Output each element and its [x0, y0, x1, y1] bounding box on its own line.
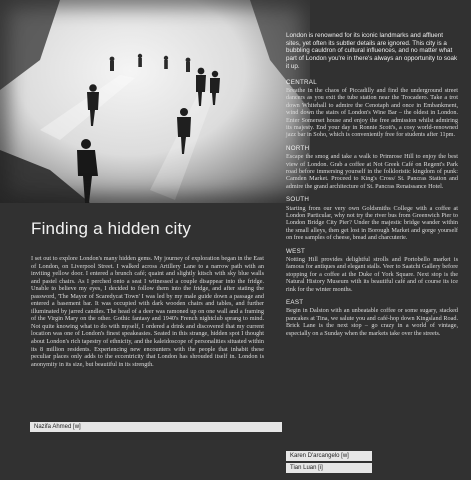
section-heading: WEST	[286, 247, 306, 255]
section-text: Breathe in the chaos of Piccadilly and find the underground street dancers as you exit the tube station near the Trocadero. Take a trot down Whitehall to admire the Cenotaph and once in Embankment, wind down the stairs of London's Wine Bar – the oldest in London. Enter Somerset house and enjoy the free admission whilst admiring its majesty. End your day in Ronnie Scott's, a cosy world-renowned jazz bar in Soho, which is conveniently free for students after 11pm.	[286, 86, 458, 139]
photo-vignette	[0, 0, 310, 203]
guide-section-central	[286, 79, 458, 139]
guide-section-south	[286, 196, 458, 241]
section-text: Escape the smog and take a walk to Primrose Hill to enjoy the best view of London. Grab a coffee at Not Greek Café on Regent's Park road before immersing yourself in the folkloristic kingdom of punk: Camden Market. Proceed to King's Cross/ St. Pancras Station and admire the grand architecture of St. Pancras Renaissance Hotel.	[286, 153, 458, 190]
guide-section-west	[286, 248, 458, 293]
guide-section-east	[286, 299, 458, 337]
author-credit: Nazifa Ahmed [w]	[30, 422, 282, 432]
section-text: Begin in Dalston with an unbeatable coffee or some sugary, stacked pancakes at Tina, we salute you and café-hop down Kingsland Road. Brick Lane is the next stop – go crazy in a world of vintage, especially on a Sunday when the markets take over the streets.	[286, 307, 458, 337]
article-body: I set out to explore London's many hidden gems. My journey of exploration began in the East of London, on Liverpool Street. I walked across Artillery Lane to a narrow path with an inviting yellow door. I entered a brunch café; quaint and slightly kitsch with sky blue walls and pastel chairs. As I perched onto a seat I witnessed a couple disappear into the fridge. Unable to believe my eyes, I decided to follow them into the fridge, and after stating the password, 'The Mayor of Scaredycat Town' I was led by my male guide down a passage and entered a basement bar. It was occupied with dark wooden chairs and tables, and further illuminated by jarred candles. The head of a deer was ramoned up on one wall and a framing of the Virgin Mary on the other. Gothic fantasy and 1940's French nightclub sprang to mind. Not quite knowing what to do with myself, I ordered a drink and discovered that my current location was one of London's finest speakeasies. Seated in this strange, hidden spot I thought about London's rich tapestry of ethnicity, and the kaleidoscope of personalities situated within its 8 million residents. Experiencing new encounters with the people that inhabit these peculiar places only adds to the eccentricity that London has shrouded itself in. London is anonymity in its size, but beautiful in its strength.	[31, 255, 264, 368]
section-heading: NORTH	[286, 144, 310, 152]
article-title: Finding a hidden city	[31, 219, 192, 238]
writer-credit: Karen D'arcangelo [w]	[286, 451, 372, 461]
section-heading: EAST	[286, 299, 304, 307]
street-photo	[0, 0, 310, 203]
section-heading: SOUTH	[286, 196, 310, 204]
guide-intro: London is renowned for its iconic landmarks and affluent sites, yet often its subtler details are ignored. This city is a bubbling cauldron of cultural influences, and no matter what part of London you're in there's always an opportunity to soak it up.	[286, 32, 458, 70]
city-guide-column	[286, 32, 458, 343]
section-text: Starting from our very own Goldsmiths College with a coffee at London Particular, why not try the river bus from Greenwich Pier to London Bridge City Pier? Under the majestic bridge wander within the small alleys, then get lost in Borough Market and gorge yourself on free samples of cheese, bread and charcuterie.	[286, 204, 458, 242]
section-heading: CENTRAL	[286, 78, 317, 86]
section-text: Notting Hill provides delightful strolls and Portobello market is famous for antiques and elegant stalls. Veer to Saatchi Gallery before stopping for a coffee at the Duke of York Square. Next stop is the Natural History Museum with its beautiful café and of course its ice rink for the winter months.	[286, 256, 458, 293]
illustrator-credit: Tian Luan [i]	[286, 463, 372, 473]
guide-section-north	[286, 145, 458, 190]
